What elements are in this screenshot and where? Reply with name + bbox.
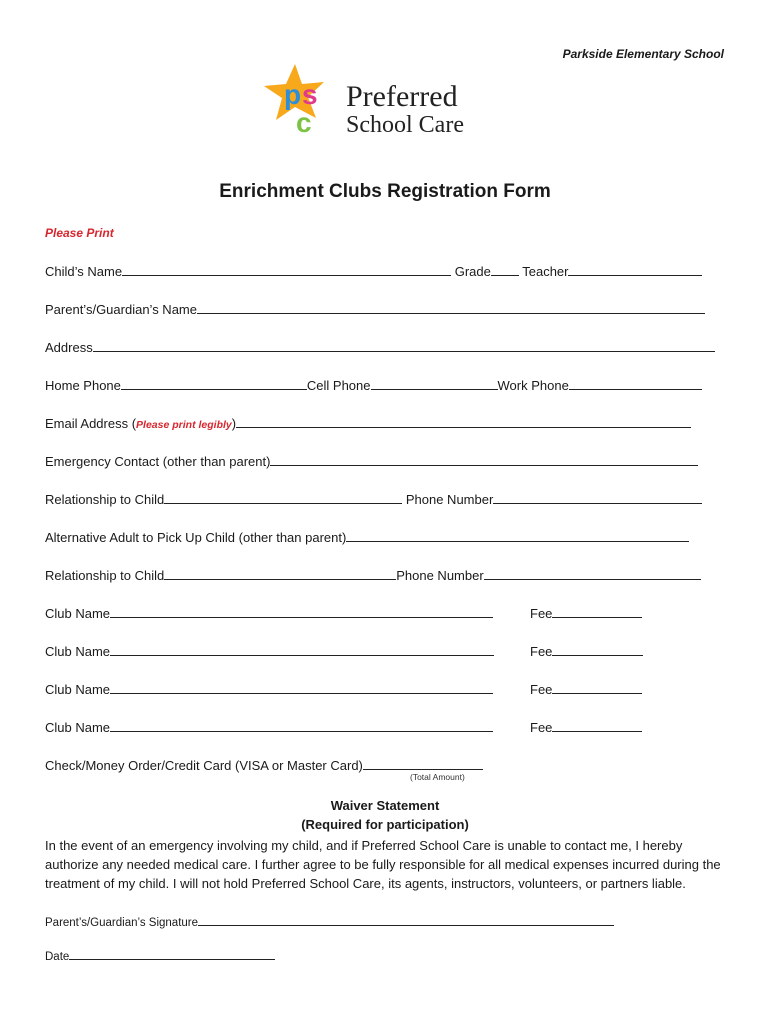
relationship-row-1 [45,490,702,508]
form-title: Enrichment Clubs Registration Form [219,181,551,202]
club-row [45,604,493,622]
emergency-contact-label: Emergency Contact (other than parent) [45,454,271,469]
phone-number-field[interactable] [493,490,702,504]
svg-text:c: c [296,107,312,138]
email-row [45,414,691,432]
parent-name-row [45,300,705,318]
school-name: Parkside Elementary School [562,47,724,61]
waiver-heading: Waiver Statement [330,798,440,813]
parent-name-label: Parent’s/Guardian’s Name [45,302,197,317]
childs-name-field[interactable] [122,262,451,276]
fee-field[interactable] [552,642,643,656]
club-name-field[interactable] [110,718,493,732]
date-label: Date [45,951,70,963]
club-name-field[interactable] [110,680,493,694]
home-phone-field[interactable] [121,376,307,390]
childs-name-label: Child’s Name [45,264,123,279]
signature-field[interactable] [198,912,614,926]
signature-label: Parent’s/Guardian’s Signature [45,917,199,929]
fee-row [530,680,642,698]
club-name-label: Club Name [45,720,111,735]
teacher-label: Teacher [522,264,569,279]
fee-field[interactable] [552,718,642,732]
relationship-label: Relationship to Child [45,492,165,507]
club-row [45,718,493,736]
waiver-subheading: (Required for participation) [301,817,469,832]
total-amount-field[interactable] [363,756,483,770]
teacher-field[interactable] [568,262,702,276]
alt-adult-label: Alternative Adult to Pick Up Child (other than parent) [45,530,347,545]
address-row [45,338,715,356]
alt-adult-field[interactable] [346,528,689,542]
logo-line1: Preferred [346,80,458,113]
club-row [45,642,494,660]
relationship-row-2 [45,566,701,584]
signature-row [45,912,614,930]
date-row [45,946,275,964]
fee-row [530,604,642,622]
fee-row [530,718,642,736]
emergency-contact-row [45,452,698,470]
work-phone-field[interactable] [569,376,702,390]
fee-field[interactable] [552,680,642,694]
home-phone-label: Home Phone [45,378,121,393]
fee-row [530,642,643,660]
fee-field[interactable] [552,604,642,618]
total-amount-note: (Total Amount) [410,772,465,782]
grade-field[interactable] [491,262,519,276]
fee-label: Fee [530,644,553,659]
club-name-field[interactable] [110,642,494,656]
fee-label: Fee [530,720,553,735]
parent-name-field[interactable] [197,300,705,314]
please-print-note: Please Print [45,226,114,240]
alt-adult-row [45,528,689,546]
date-field[interactable] [69,946,275,960]
email-field[interactable] [236,414,691,428]
grade-label: Grade [454,264,491,279]
childs-name-row [45,262,702,280]
waiver-text: In the event of an emergency involving my child, and if Preferred School Care is unable to contact me, I hereby authorize any needed medical care. I further agree to be fully responsible for all medical expenses incurred during the treatment of my child. I will not hold Preferred School Care, its agents, instructors, volunteers, or partners liable. [45,838,721,891]
payment-label: Check/Money Order/Credit Card (VISA or Master Card) [45,758,363,773]
relationship-field[interactable] [164,566,396,580]
relationship-field[interactable] [164,490,402,504]
emergency-contact-field[interactable] [270,452,698,466]
svg-text:s: s [302,79,318,110]
fee-label: Fee [530,682,553,697]
email-close-paren: ) [231,416,237,431]
club-row [45,680,493,698]
work-phone-label: Work Phone [497,378,569,393]
logo-line2: School Care [346,112,464,138]
relationship-label: Relationship to Child [45,568,165,583]
svg-text:p: p [284,79,302,110]
club-name-field[interactable] [110,604,493,618]
club-name-label: Club Name [45,644,111,659]
address-label: Address [45,340,93,355]
club-name-label: Club Name [45,606,111,621]
cell-phone-label: Cell Phone [306,378,371,393]
club-name-label: Club Name [45,682,111,697]
phone-number-label: Phone Number [405,492,494,507]
cell-phone-field[interactable] [371,376,498,390]
logo-mark-icon [250,60,490,140]
phone-number-label: Phone Number [396,568,484,583]
email-label: Email Address ( [45,416,137,431]
phone-number-field[interactable] [484,566,701,580]
preferred-school-care-logo [250,60,490,140]
phones-row [45,376,702,394]
email-legibly-note: Please print legibly [136,419,232,431]
address-field[interactable] [93,338,715,352]
fee-label: Fee [530,606,553,621]
